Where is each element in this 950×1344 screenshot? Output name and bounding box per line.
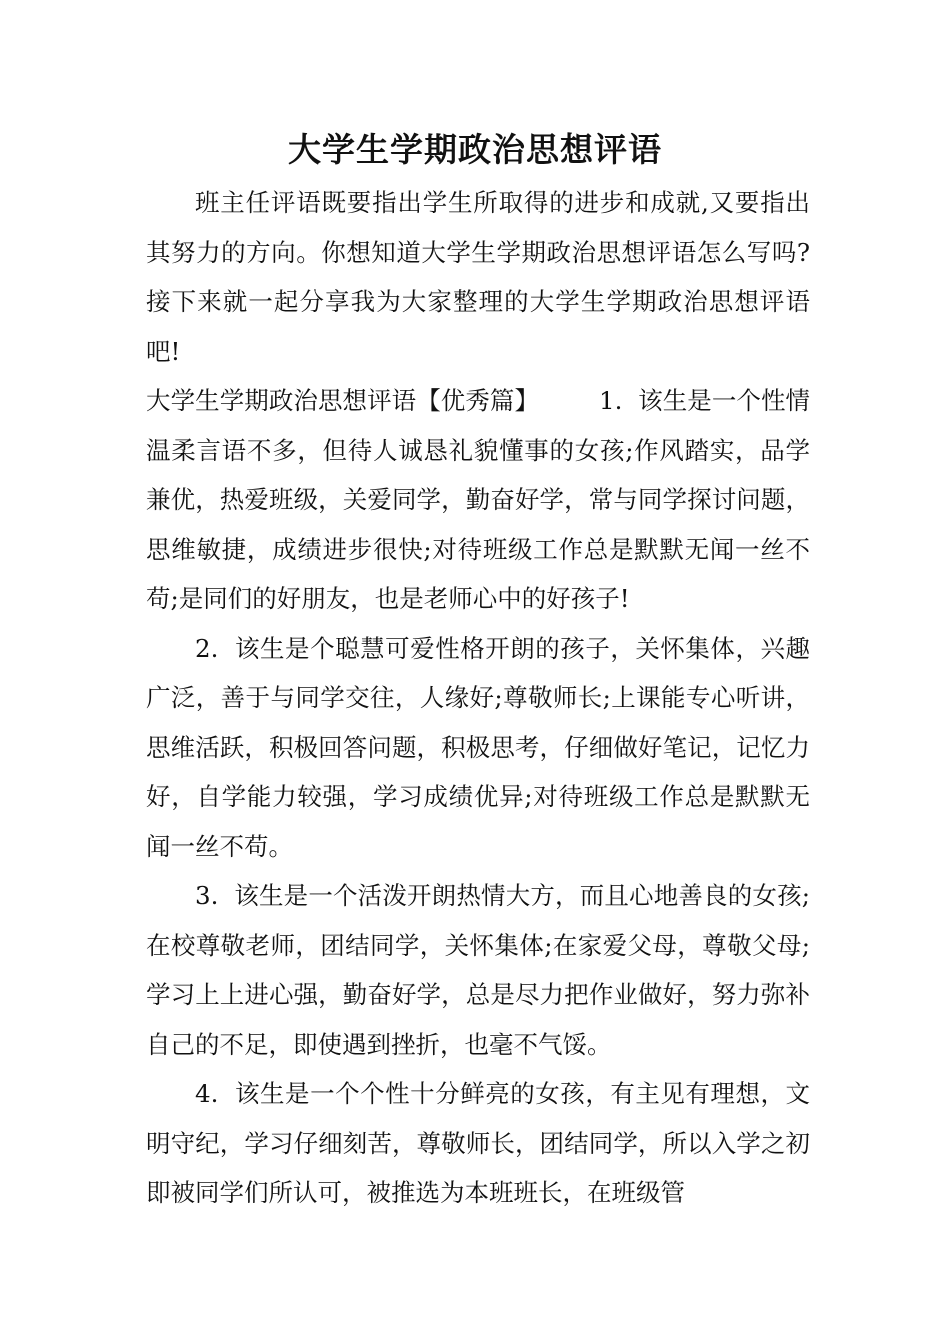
item-paragraph — [146, 1069, 810, 1218]
item-number: 4. — [195, 1079, 219, 1108]
item-number: 1. — [599, 386, 623, 415]
section-heading: 大学生学期政治思想评语【优秀篇】 — [146, 386, 540, 415]
item-paragraph — [146, 871, 810, 1069]
item-text: 该生是一个个性十分鲜亮的女孩，有主见有理想，文明守纪，学习仔细刻苦，尊敬师长，团结同学，所以入学之初即被同学们所认可，被推选为本班班长，在班级管 — [146, 1079, 811, 1207]
item-text: 该生是一个性情温柔言语不多，但待人诚恳礼貌懂事的女孩;作风踏实，品学兼优，热爱班级，关爱同学，勤奋好学，常与同学探讨问题，思维敏捷，成绩进步很快;对待班级工作总是默默无闻一丝不苟;是同们的好朋友，也是老师心中的好孩子! — [146, 386, 811, 613]
item-number: 3. — [195, 881, 219, 910]
intro-paragraph: 班主任评语既要指出学生所取得的进步和成就,又要指出其努力的方向。你想知道大学生学期政治思想评语怎么写吗?接下来就一起分享我为大家整理的大学生学期政治思想评语吧! — [146, 188, 810, 366]
item-text: 该生是一个活泼开朗热情大方，而且心地善良的女孩;在校尊敬老师，团结同学，关怀集体;在家爱父母，尊敬父母;学习上上进心强，勤奋好学，总是尽力把作业做好，努力弥补自己的不足，即使遇到挫折，也毫不气馁。 — [146, 881, 810, 1059]
section-paragraph — [146, 376, 810, 624]
item-text: 该生是个聪慧可爱性格开朗的孩子，关怀集体，兴趣广泛，善于与同学交往，人缘好;尊敬师长;上课能专心听讲，思维活跃，积极回答问题，积极思考，仔细做好笔记，记忆力好，自学能力较强，学习成绩优异;对待班级工作总是默默无闻一丝不苟。 — [146, 633, 811, 861]
item-paragraph — [146, 624, 810, 872]
item-number: 2. — [195, 633, 219, 663]
document-body — [146, 178, 810, 1218]
document-title: 大学生学期政治思想评语 — [288, 130, 662, 169]
